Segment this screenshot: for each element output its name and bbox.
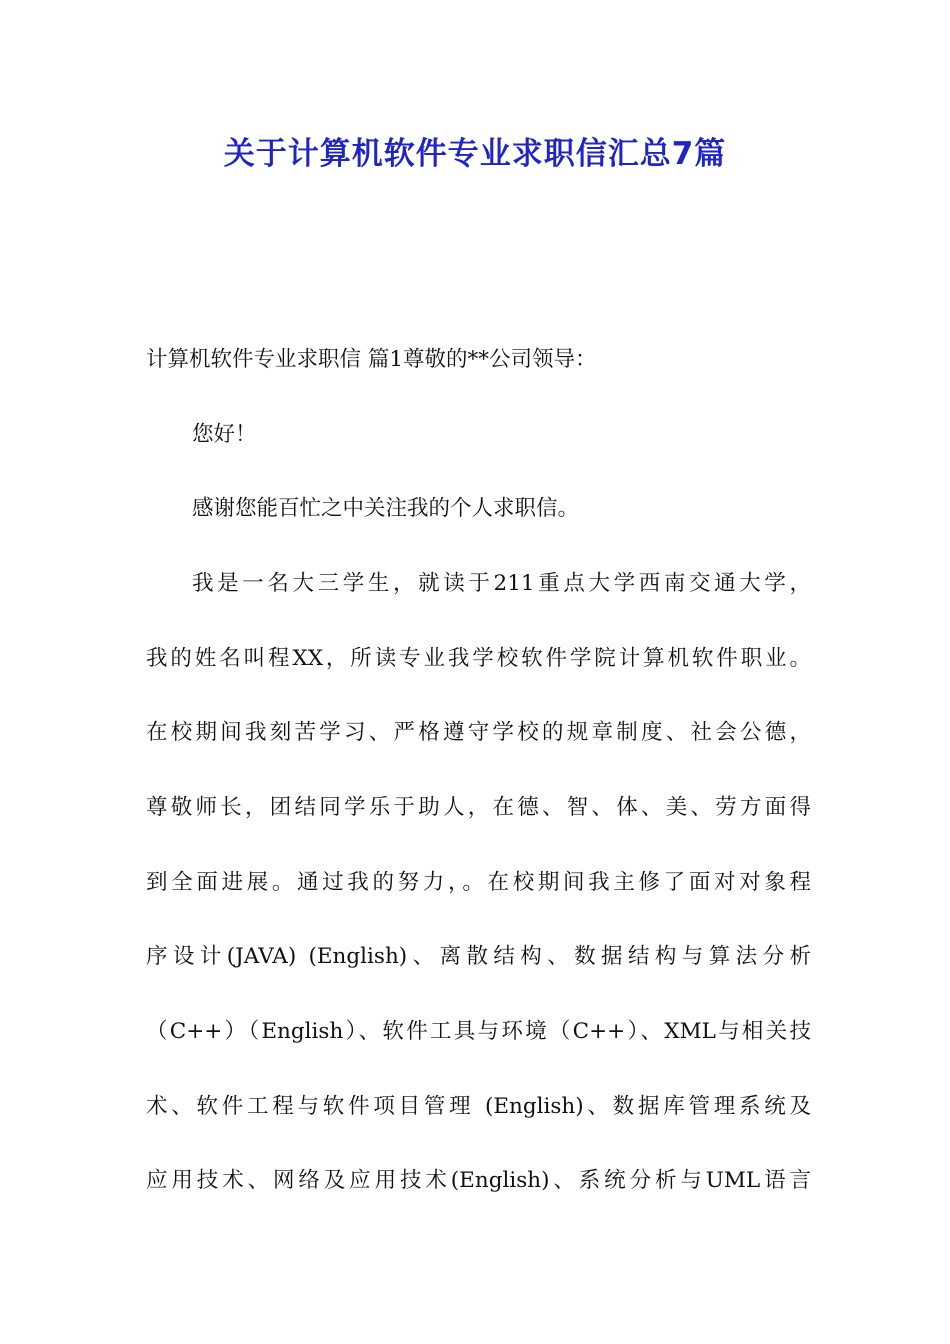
- document-title: 关于计算机软件专业求职信汇总7篇: [223, 136, 727, 172]
- paragraph-line: 术、软件工程与软件项目管理 (English)、数据库管理系统及: [146, 1094, 811, 1119]
- paragraph-line: 我的姓名叫程XX，所读专业我学校软件学院计算机软件职业。: [146, 646, 811, 671]
- paragraph-line: 我是一名大三学生，就读于211重点大学西南交通大学，: [192, 571, 811, 596]
- paragraph-line: 到全面进展。通过我的努力，。在校期间我主修了面对对象程: [146, 870, 811, 895]
- paragraph-line: 您好！: [192, 422, 257, 447]
- paragraph-line: 尊敬师长，团结同学乐于助人，在德、智、体、美、劳方面得: [146, 795, 811, 820]
- paragraph-line: 在校期间我刻苦学习、严格遵守学校的规章制度、社会公德，: [146, 720, 811, 745]
- paragraph-line: 计算机软件专业求职信 篇1尊敬的**公司领导：: [146, 347, 597, 372]
- paragraph-line: （C++）（English）、软件工具与环境（C++）、XML与相关技: [146, 1019, 811, 1044]
- paragraph-line: 应用技术、网络及应用技术(English)、系统分析与UML语言: [146, 1168, 811, 1193]
- paragraph-line: 感谢您能百忙之中关注我的个人求职信。: [192, 496, 580, 521]
- paragraph-line: 序设计(JAVA) (English)、离散结构、数据结构与算法分析: [146, 944, 811, 969]
